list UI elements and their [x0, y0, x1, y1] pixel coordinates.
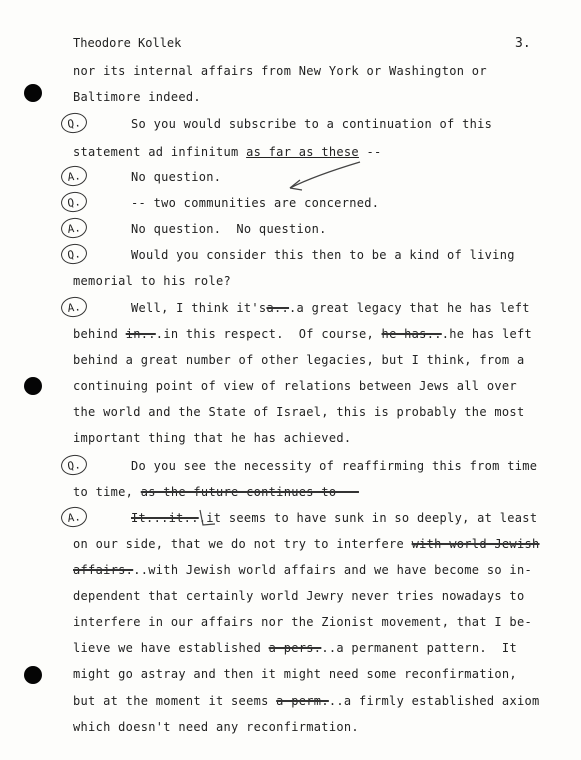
text-segment: Baltimore indeed. [73, 90, 201, 104]
page-number: 3. [515, 36, 531, 51]
text-segment: but at the moment it seems [73, 694, 277, 708]
transcript-line [131, 301, 530, 315]
text-segment: dependent that certainly world Jewry never tries nowadays to [73, 589, 525, 603]
transcript-line [73, 667, 517, 681]
text-segment: ..a permanent pattern. It [321, 641, 517, 655]
transcript-line [131, 170, 221, 184]
struck-text: affairs. [73, 563, 134, 577]
transcript-line [73, 379, 517, 393]
text-segment: the world and the State of Israel, this is probably the most [73, 405, 525, 419]
text-segment: might go astray and then it might need some reconfirmation, [73, 667, 517, 681]
struck-text: he has.. [381, 327, 442, 341]
text-segment: which doesn't need any reconfirmation. [73, 720, 359, 734]
transcript-line [73, 431, 351, 445]
speaker-marker: Q. [60, 242, 89, 265]
text-segment: nor its internal affairs from New York or Washington or [73, 64, 487, 78]
transcript-line [73, 694, 540, 708]
text-segment: -- [358, 145, 382, 159]
text-segment: behind [73, 327, 126, 341]
text-segment: ..with Jewish world affairs and we have become so in- [133, 563, 533, 577]
transcript-line [73, 405, 524, 419]
transcript-line [73, 90, 201, 104]
speaker-marker: Q. [60, 453, 89, 476]
transcript-line [73, 615, 532, 629]
text-segment: memorial to his role? [73, 274, 232, 288]
binder-hole [24, 377, 42, 395]
transcript-line [131, 117, 492, 131]
struck-text: as the future continues to -- [140, 485, 359, 499]
transcript-line [131, 248, 515, 262]
text-segment: ..a firmly established axiom [328, 694, 540, 708]
struck-text: in.. [125, 327, 156, 341]
text-segment: No question. No question. [131, 222, 327, 236]
text-segment: .a great legacy that he has left [289, 301, 530, 315]
speaker-marker: A. [60, 505, 89, 528]
transcript-line [73, 64, 487, 78]
text-segment: So you would subscribe to a continuation of this [131, 117, 493, 131]
speaker-marker: A. [60, 164, 89, 187]
speaker-marker: Q. [60, 111, 89, 134]
transcript-line [131, 511, 537, 525]
text-segment: important thing that he has achieved. [73, 431, 352, 445]
struck-text: with world Jewish [411, 537, 540, 551]
text-segment: lieve we have established [73, 641, 269, 655]
text-segment: Well, I think it's [131, 301, 267, 315]
page-header-name: Theodore Kollek [73, 36, 182, 50]
text-segment: .he has left [441, 327, 533, 341]
text-segment: to time, [73, 485, 141, 499]
text-segment: behind a great number of other legacies, but I think, from a [73, 353, 525, 367]
transcript-line [73, 274, 231, 288]
transcript-line [73, 145, 382, 159]
binder-hole [24, 84, 42, 102]
struck-text: a.. [266, 301, 290, 315]
text-segment: .in this respect. Of course, [155, 327, 382, 341]
text-segment: statement ad infinitum [73, 145, 247, 159]
speaker-marker: A. [60, 295, 89, 318]
struck-text: It...it.. [131, 511, 199, 525]
struck-text: a pers. [268, 641, 322, 655]
text-segment: continuing point of view of relations between Jews all over [73, 379, 517, 393]
transcript-line [73, 327, 532, 341]
transcript-line [73, 641, 517, 655]
transcript-line [73, 589, 524, 603]
text-segment: on our side, that we do not try to interfere [73, 537, 412, 551]
text-segment: Do you see the necessity of reaffirming this from time [131, 459, 538, 473]
underlined-text: as far as these [246, 145, 359, 159]
transcript-line [73, 563, 532, 577]
transcript-line [131, 196, 379, 210]
text-segment: .it seems to have sunk in so deeply, at least [198, 511, 538, 525]
speaker-marker: Q. [60, 190, 89, 213]
transcript-line [73, 537, 540, 551]
speaker-marker: A. [60, 216, 89, 239]
binder-hole [24, 666, 42, 684]
text-segment: -- two communities are concerned. [131, 196, 380, 210]
struck-text: a perm. [276, 694, 329, 708]
transcript-line [73, 485, 359, 499]
transcript-line [131, 222, 327, 236]
text-segment: Would you consider this then to be a kind of living [131, 248, 515, 262]
transcript-line [73, 353, 524, 367]
transcript-line [131, 459, 537, 473]
transcript-line [73, 720, 359, 734]
text-segment: interfere in our affairs nor the Zionist movement, that I be- [73, 615, 533, 629]
text-segment: No question. [131, 170, 222, 184]
